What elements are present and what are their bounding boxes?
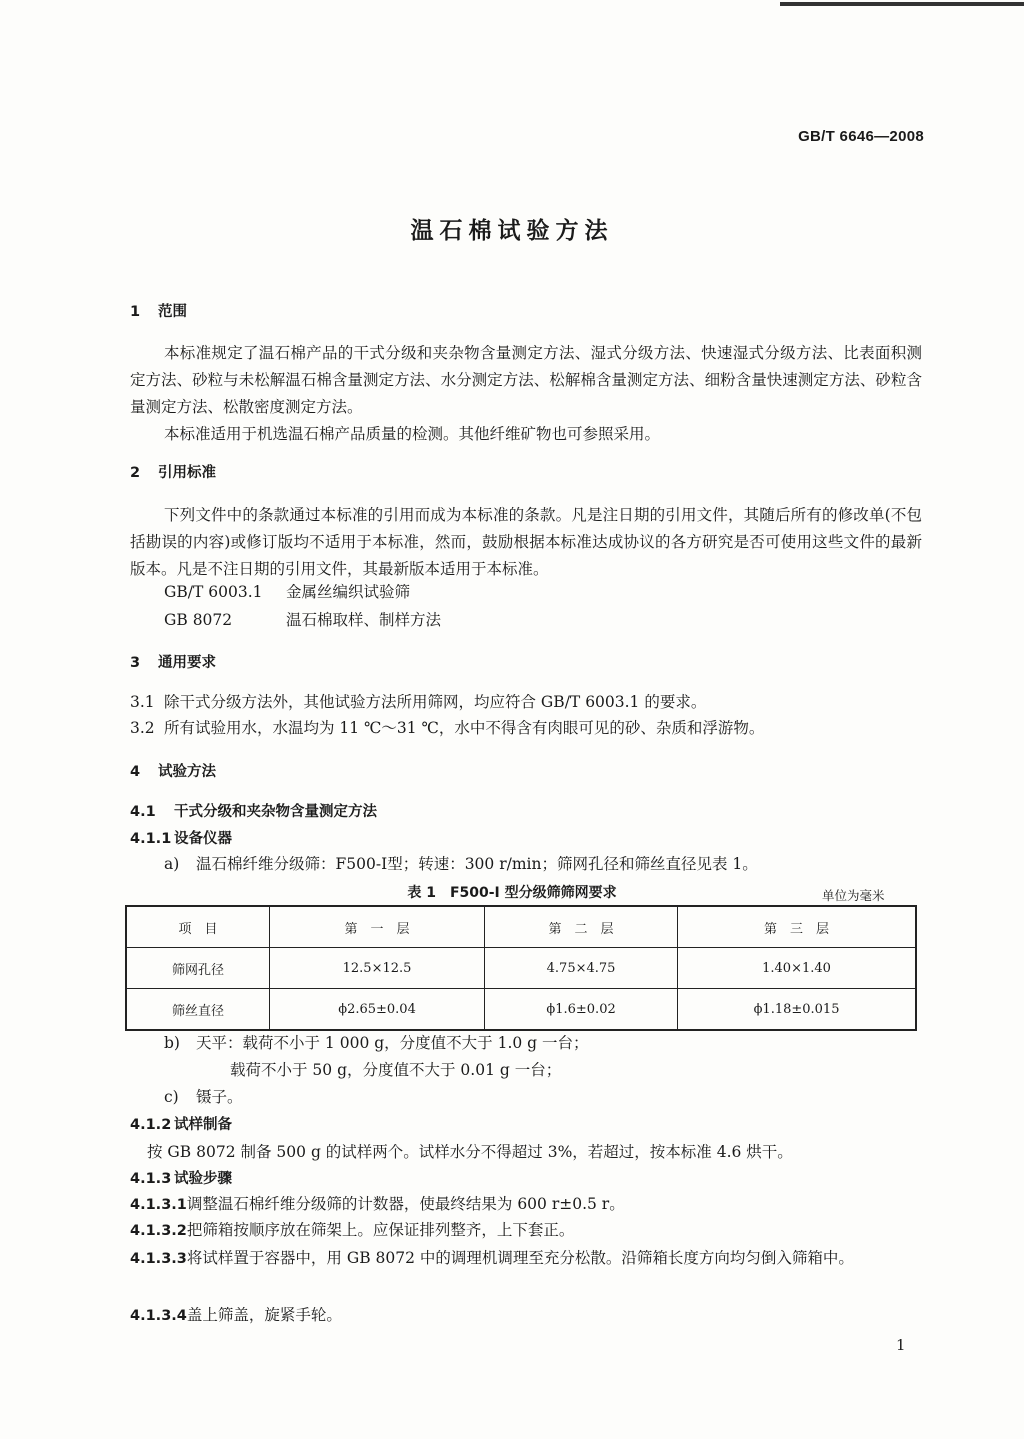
section-title: 试验方法 xyxy=(158,764,216,780)
section-number: 4.1.2 xyxy=(130,1117,172,1133)
list-text: 镊子。 xyxy=(196,1088,243,1106)
section-4-1-2-heading xyxy=(130,1113,922,1134)
clause-3-1 xyxy=(130,689,922,716)
section-4-heading xyxy=(130,760,922,781)
section-title: 试样制备 xyxy=(174,1117,232,1133)
step-text: 将试样置于容器中，用 GB 8072 中的调理机调理至充分松散。沿筛箱长度方向均匀倒入筛箱中。 xyxy=(186,1249,854,1267)
section-number: 1 xyxy=(130,304,141,320)
table-cell: ϕ1.6±0.02 xyxy=(485,989,678,1031)
list-text: 温石棉纤维分级筛：F500-Ⅰ型；转速：300 r/min；筛网孔径和筛丝直径见表 1。 xyxy=(196,855,758,873)
table-cell: 4.75×4.75 xyxy=(485,948,678,989)
step-number: 4.1.3.3 xyxy=(130,1251,187,1267)
step-4-1-3-3 xyxy=(130,1245,922,1273)
section-1-heading xyxy=(130,300,922,321)
table-caption: 表 1 F500-I 型分级筛筛网要求 xyxy=(407,885,617,901)
table-unit: 单位为毫米 xyxy=(822,888,885,903)
step-4-1-3-1 xyxy=(130,1191,922,1219)
table-header-cell: 第 二 层 xyxy=(485,906,678,948)
table-cell: ϕ2.65±0.04 xyxy=(270,989,485,1031)
table-cell: 12.5×12.5 xyxy=(270,948,485,989)
reference-code: GB/T 6003.1 xyxy=(164,583,263,601)
table-cell: 1.40×1.40 xyxy=(678,948,916,989)
section-title: 引用标准 xyxy=(158,465,216,481)
table-row xyxy=(126,989,916,1031)
step-4-1-3-4 xyxy=(130,1302,922,1330)
step-text: 调整温石棉纤维分级筛的计数器，使最终结果为 600 r±0.5 r。 xyxy=(186,1195,625,1213)
section-4-1-heading xyxy=(130,800,922,821)
reference-name: 温石棉取样、制样方法 xyxy=(286,611,442,629)
section-1-paragraph-2: 本标准适用于机选温石棉产品质量的检测。其他纤维矿物也可参照采用。 xyxy=(164,425,661,443)
section-1-paragraph-1: 本标准规定了温石棉产品的干式分级和夹杂物含量测定方法、湿式分级方法、快速湿式分级方法、比表面积测定方法、砂粒与未松解温石棉含量测定方法、水分测定方法、松解棉含量测定方法、细粉含量快速测定方法、砂粒含量测定方法、松散密度测定方法。 xyxy=(130,344,922,416)
section-number: 3 xyxy=(130,655,141,671)
section-4-1-2-text: 按 GB 8072 制备 500 g 的试样两个。试样水分不得超过 3%，若超过，按本标准 4.6 烘干。 xyxy=(147,1143,793,1161)
step-number: 4.1.3.2 xyxy=(130,1223,187,1239)
clause-text: 所有试验用水，水温均为 11 ℃～31 ℃，水中不得含有肉眼可见的砂、杂质和浮游物。 xyxy=(164,719,765,737)
step-number: 4.1.3.4 xyxy=(130,1308,187,1324)
section-2-heading xyxy=(130,461,922,482)
section-title: 试验步骤 xyxy=(174,1171,232,1187)
table-row xyxy=(126,948,916,989)
section-number: 2 xyxy=(130,465,141,481)
reference-code: GB 8072 xyxy=(164,611,233,629)
top-rule xyxy=(780,2,1024,6)
sieve-table xyxy=(125,905,917,1031)
table-cell: 筛网孔径 xyxy=(126,948,270,989)
section-2-paragraph-1: 下列文件中的条款通过本标准的引用而成为本标准的条款。凡是注日期的引用文件，其随后所有的修改单(不包括勘误的内容)或修订版均不适用于本标准，然而，鼓励根据本标准达成协议的各方研究是否可使用这些文件的最新版本。凡是不注日期的引用文件，其最新版本适用于本标准。 xyxy=(130,506,922,578)
list-text: 天平：载荷不小于 1 000 g，分度值不大于 1.0 g 一台； xyxy=(196,1034,589,1052)
clause-number: 3.2 xyxy=(130,719,155,737)
clause-3-2 xyxy=(130,715,922,742)
step-text: 盖上筛盖，旋紧手轮。 xyxy=(186,1306,342,1324)
step-number: 4.1.3.1 xyxy=(130,1197,187,1213)
section-title: 范围 xyxy=(158,304,187,320)
section-title: 设备仪器 xyxy=(174,831,232,847)
list-item-b-continued: 载荷不小于 50 g，分度值不大于 0.01 g 一台； xyxy=(230,1061,562,1079)
list-item-c xyxy=(130,1084,956,1111)
clause-number: 3.1 xyxy=(130,693,155,711)
step-4-1-3-2 xyxy=(130,1217,922,1245)
section-title: 通用要求 xyxy=(158,655,216,671)
list-mark: b) xyxy=(164,1034,180,1052)
list-mark: a) xyxy=(164,855,180,873)
standard-code: GB/T 6646—2008 xyxy=(798,128,924,145)
section-title: 干式分级和夹杂物含量测定方法 xyxy=(174,804,377,820)
page-number: 1 xyxy=(896,1336,906,1354)
reference-name: 金属丝编织试验筛 xyxy=(286,583,411,601)
table-cell: ϕ1.18±0.015 xyxy=(678,989,916,1031)
table-header-cell: 项 目 xyxy=(126,906,270,948)
list-item-b xyxy=(130,1030,956,1057)
section-number: 4.1 xyxy=(130,804,156,820)
table-cell: 筛丝直径 xyxy=(126,989,270,1031)
section-number: 4.1.3 xyxy=(130,1171,172,1187)
table-header-cell: 第 三 层 xyxy=(678,906,916,948)
section-3-heading xyxy=(130,651,922,672)
section-number: 4.1.1 xyxy=(130,831,172,847)
clause-text: 除干式分级方法外，其他试验方法所用筛网，均应符合 GB/T 6003.1 的要求。 xyxy=(164,693,707,711)
section-number: 4 xyxy=(130,764,141,780)
list-item-a xyxy=(130,851,956,878)
reference-item xyxy=(130,578,956,606)
reference-item xyxy=(130,606,956,634)
list-mark: c) xyxy=(164,1088,179,1106)
step-text: 把筛箱按顺序放在筛架上。应保证排列整齐，上下套正。 xyxy=(186,1221,575,1239)
section-4-1-3-heading xyxy=(130,1167,922,1188)
document-title: 温石棉试验方法 xyxy=(410,218,614,244)
table-header-row xyxy=(126,906,916,948)
section-4-1-1-heading xyxy=(130,827,922,848)
table-header-cell: 第 一 层 xyxy=(270,906,485,948)
